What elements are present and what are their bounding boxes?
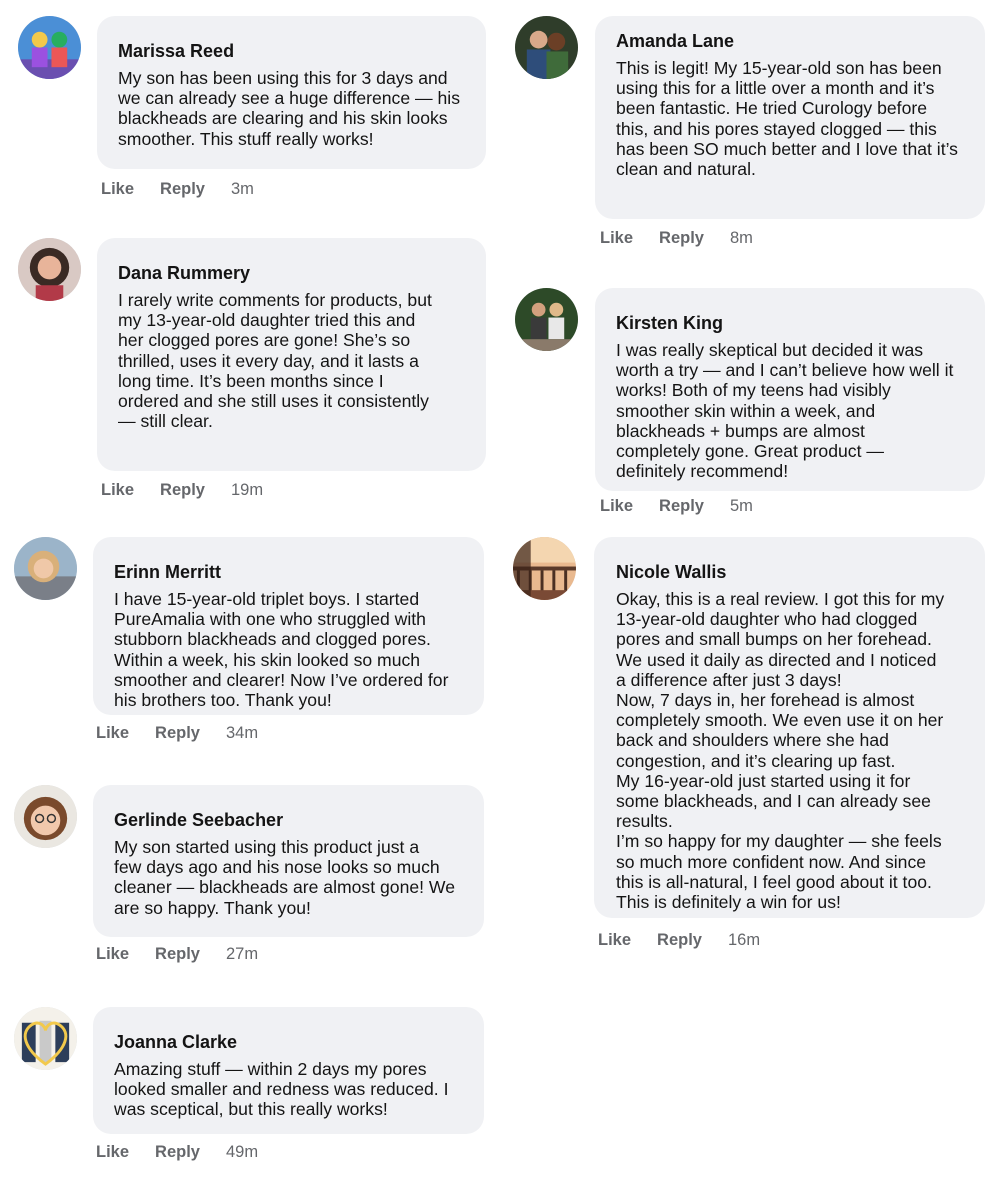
avatar-photo	[513, 537, 576, 600]
avatar[interactable]	[18, 238, 81, 301]
avatar-photo	[515, 16, 578, 79]
avatar-photo	[14, 785, 77, 848]
commenter-name[interactable]: Dana Rummery	[118, 263, 251, 283]
avatar-photo	[18, 16, 81, 79]
comment-text: I have 15-year-old triplet boys. I started PureAmalia with one who struggled with stubborn blackheads and clogged pores. Within a week, his skin looked so much smoother and clearer! Now I’ve ordered for his brothers too. Thank you!	[114, 589, 449, 711]
reply-button[interactable]: Reply	[659, 497, 704, 515]
like-button[interactable]: Like	[101, 481, 135, 499]
comment-bubble	[93, 785, 484, 937]
like-button[interactable]: Like	[101, 180, 135, 198]
comment-actions	[96, 1143, 258, 1162]
avatar-photo	[14, 1007, 77, 1070]
comment-bubble	[93, 1007, 484, 1134]
timestamp[interactable]: 27m	[225, 945, 259, 963]
like-button[interactable]: Like	[96, 724, 130, 742]
avatar-photo	[18, 238, 81, 301]
commenter-name[interactable]: Amanda Lane	[616, 31, 735, 51]
timestamp[interactable]: 16m	[727, 931, 761, 949]
commenter-name[interactable]: Nicole Wallis	[616, 562, 727, 582]
comment-actions	[600, 229, 753, 248]
avatar[interactable]	[515, 16, 578, 79]
timestamp[interactable]: 8m	[729, 229, 753, 247]
comment-bubble	[595, 16, 985, 219]
like-button[interactable]: Like	[600, 497, 634, 515]
timestamp[interactable]: 3m	[230, 180, 254, 198]
comment-bubble	[97, 16, 486, 169]
commenter-name[interactable]: Kirsten King	[616, 313, 724, 333]
avatar-photo	[14, 537, 77, 600]
reply-button[interactable]: Reply	[657, 931, 702, 949]
comment-actions	[96, 945, 258, 964]
avatar[interactable]	[14, 785, 77, 848]
avatar-photo	[515, 288, 578, 351]
comment-actions	[96, 724, 258, 743]
reply-button[interactable]: Reply	[155, 724, 200, 742]
like-button[interactable]: Like	[598, 931, 632, 949]
comment-text: My son started using this product just a few days ago and his nose looks so much cleaner — blackheads are almost gone! We are so happy. Thank you!	[114, 837, 455, 918]
reply-button[interactable]: Reply	[160, 481, 205, 499]
comment-text: I was really skeptical but decided it was worth a try — and I can’t believe how well it works! Both of my teens had visibly smoother skin within a week, and blackheads + bumps are almost completely gone. Great product — definitely recommend!	[616, 340, 954, 482]
avatar[interactable]	[513, 537, 576, 600]
avatar[interactable]	[14, 537, 77, 600]
comment-actions	[101, 180, 254, 199]
reply-button[interactable]: Reply	[155, 1143, 200, 1161]
comment-bubble	[595, 288, 985, 491]
commenter-name[interactable]: Joanna Clarke	[114, 1032, 238, 1052]
comment-text: I rarely write comments for products, but my 13-year-old daughter tried this and her clogged pores are gone! She’s so thrilled, uses it every day, and it lasts a long time. It’s been months since I ordered and she still uses it consistently — still clear.	[118, 290, 432, 432]
timestamp[interactable]: 5m	[729, 497, 753, 515]
like-button[interactable]: Like	[96, 1143, 130, 1161]
comment-text: My son has been using this for 3 days and we can already see a huge difference — his blackheads are clearing and his skin looks smoother. This stuff really works!	[118, 68, 460, 149]
commenter-name[interactable]: Gerlinde Seebacher	[114, 810, 284, 830]
avatar[interactable]	[18, 16, 81, 79]
comment-text: Amazing stuff — within 2 days my pores looked smaller and redness was reduced. I was sceptical, but this really works!	[114, 1059, 449, 1120]
comment-bubble	[594, 537, 985, 918]
reply-button[interactable]: Reply	[155, 945, 200, 963]
comment-actions	[101, 481, 263, 500]
comment-actions	[600, 497, 753, 516]
avatar[interactable]	[515, 288, 578, 351]
reply-button[interactable]: Reply	[160, 180, 205, 198]
commenter-name[interactable]: Erinn Merritt	[114, 562, 222, 582]
timestamp[interactable]: 49m	[225, 1143, 259, 1161]
like-button[interactable]: Like	[96, 945, 130, 963]
comment-actions	[598, 931, 760, 950]
reply-button[interactable]: Reply	[659, 229, 704, 247]
timestamp[interactable]: 19m	[230, 481, 264, 499]
comment-bubble	[93, 537, 484, 715]
comment-bubble	[97, 238, 486, 471]
commenter-name[interactable]: Marissa Reed	[118, 41, 235, 61]
avatar[interactable]	[14, 1007, 77, 1070]
like-button[interactable]: Like	[600, 229, 634, 247]
timestamp[interactable]: 34m	[225, 724, 259, 742]
comment-text: Okay, this is a real review. I got this for my 13-year-old daughter who had clogged pores and small bumps on her forehead. We used it daily as directed and I noticed a difference after just 3 days! Now, 7 days in, her forehead is almost completely smooth. We even use it on her back and shoulders where she had congestion, and it’s clearing up fast. My 16-year-old just started using it for some blackheads, and I can already see results. I’m so happy for my daughter — she feels so much more confident now. And since this is all-natural, I feel good about it too. This is definitely a win for us!	[616, 589, 945, 913]
comment-text: This is legit! My 15-year-old son has been using this for a little over a month and it’s been fantastic. He tried Curology before this, and his pores stayed clogged — this has been SO much better and I love that it’s clean and natural.	[616, 58, 958, 180]
